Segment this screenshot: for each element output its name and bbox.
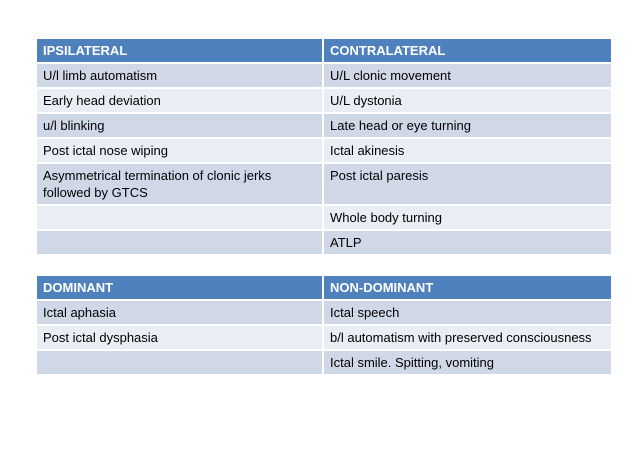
contralateral-cell: ATLP [323,230,611,255]
header-contralateral: CONTRALATERAL [323,39,611,63]
table-row [37,205,611,230]
table-row [37,230,611,255]
ipsilateral-cell: U/l limb automatism [37,63,323,88]
dominant-cell: Post ictal dysphasia [37,325,323,350]
header-non-dominant: NON-DOMINANT [323,276,611,300]
contralateral-cell: Post ictal paresis [323,163,611,205]
lateralization-table [37,39,611,256]
ipsilateral-cell: Post ictal nose wiping [37,138,323,163]
dominant-cell: Ictal aphasia [37,300,323,325]
table-row [37,350,611,375]
table-row [37,63,611,88]
table-row [37,88,611,113]
dominant-cell [37,350,323,375]
header-ipsilateral: IPSILATERAL [37,39,323,63]
ipsilateral-cell: u/l blinking [37,113,323,138]
dominance-table [37,276,611,376]
table-row [37,113,611,138]
table-header-row [37,276,611,300]
ipsilateral-cell [37,230,323,255]
table-row [37,300,611,325]
ipsilateral-cell [37,205,323,230]
non-dominant-cell: b/l automatism with preserved consciousness [323,325,611,350]
contralateral-cell: Whole body turning [323,205,611,230]
contralateral-cell: Late head or eye turning [323,113,611,138]
ipsilateral-cell: Early head deviation [37,88,323,113]
non-dominant-cell: Ictal speech [323,300,611,325]
contralateral-cell: U/L dystonia [323,88,611,113]
contralateral-cell: Ictal akinesis [323,138,611,163]
contralateral-cell: U/L clonic movement [323,63,611,88]
table-row [37,163,611,205]
table-row [37,138,611,163]
header-dominant: DOMINANT [37,276,323,300]
non-dominant-cell: Ictal smile. Spitting, vomiting [323,350,611,375]
ipsilateral-cell: Asymmetrical termination of clonic jerks followed by GTCS [37,163,323,205]
table-row [37,325,611,350]
table-header-row [37,39,611,63]
